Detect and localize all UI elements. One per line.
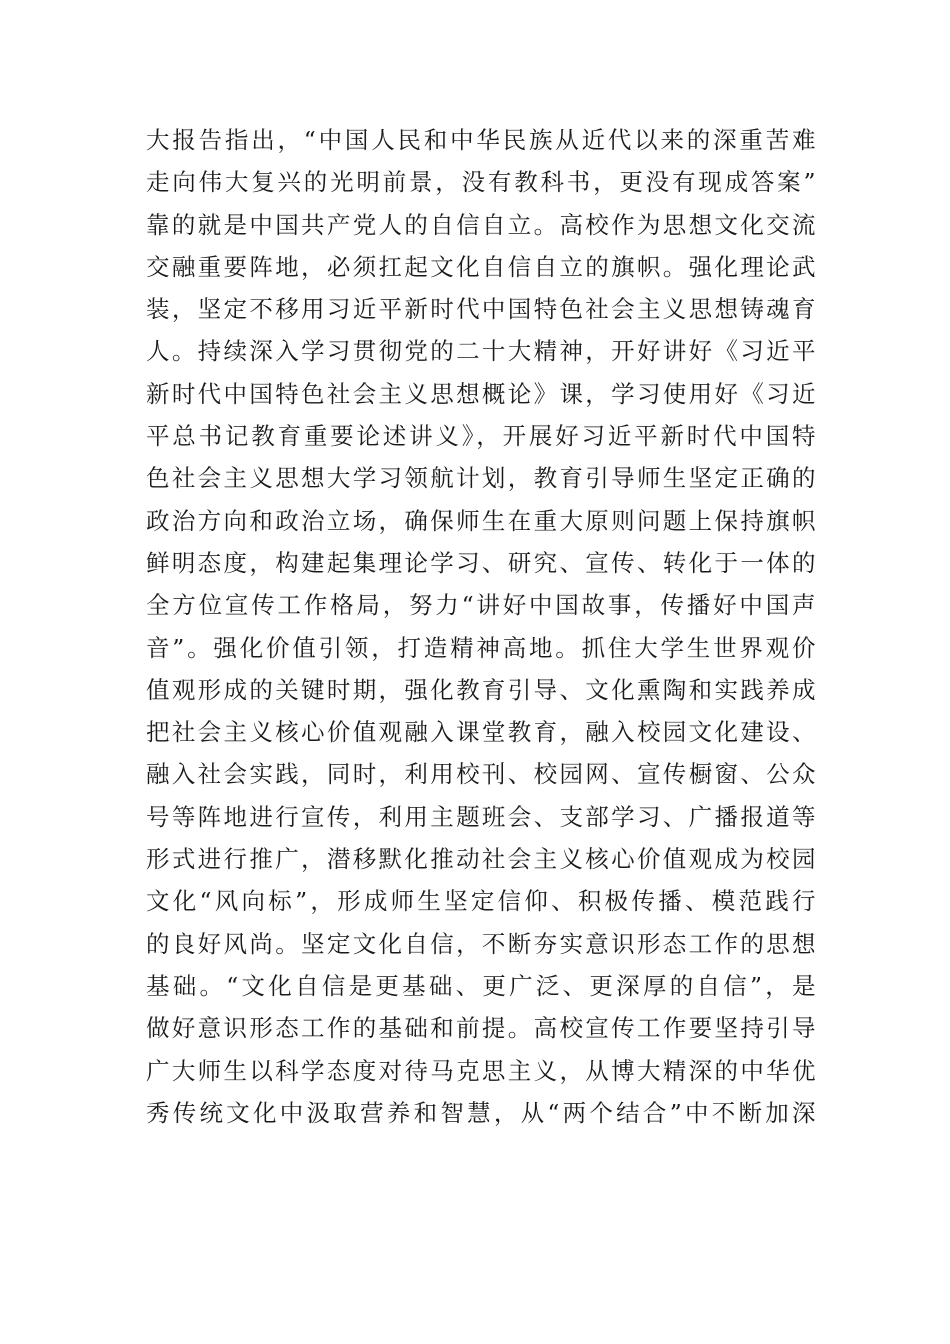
text-line-3: 靠的就是中国共产党人的自信自立。高校作为思想文化交流 — [146, 210, 816, 239]
text-line-11: 鲜明态度，构建起集理论学习、研究、宣传、转化于一体的 — [146, 548, 816, 577]
text-line-16: 融入社会实践，同时，利用校刊、校园网、宣传橱窗、公众 — [146, 760, 816, 789]
text-line-12: 全方位宣传工作格局，努力“讲好中国故事，传播好中国声 — [146, 591, 816, 620]
text-line-6: 人。持续深入学习贯彻党的二十大精神，开好讲好《习近平 — [146, 337, 816, 366]
text-line-24: 秀传统文化中汲取营养和智慧，从“两个结合”中不断加深 — [146, 1098, 816, 1127]
text-line-22: 做好意识形态工作的基础和前提。高校宣传工作要坚持引导 — [146, 1014, 816, 1043]
text-line-15: 把社会主义核心价值观融入课堂教育，融入校园文化建设、 — [146, 718, 816, 747]
text-line-8: 平总书记教育重要论述讲义》，开展好习近平新时代中国特 — [146, 422, 816, 451]
text-line-18: 形式进行推广，潜移默化推动社会主义核心价值观成为校园 — [146, 845, 816, 874]
text-line-17: 号等阵地进行宣传，利用主题班会、支部学习、广播报道等 — [146, 802, 816, 831]
body-paragraph — [146, 119, 816, 1134]
text-line-14: 值观形成的关键时期，强化教育引导、文化熏陶和实践养成 — [146, 675, 816, 704]
text-line-10: 政治方向和政治立场，确保师生在重大原则问题上保持旗帜 — [146, 506, 816, 535]
text-line-9: 色社会主义思想大学习领航计划，教育引导师生坚定正确的 — [146, 464, 816, 493]
text-line-13: 音”。强化价值引领，打造精神高地。抓住大学生世界观价 — [146, 633, 816, 662]
text-line-5: 装，坚定不移用习近平新时代中国特色社会主义思想铸魂育 — [146, 295, 816, 324]
text-line-2: 走向伟大复兴的光明前景，没有教科书，更没有现成答案” — [146, 168, 816, 197]
text-line-19: 文化“风向标”，形成师生坚定信仰、积极传播、模范践行 — [146, 887, 816, 916]
text-line-4: 交融重要阵地，必须扛起文化自信自立的旗帜。强化理论武 — [146, 252, 816, 281]
text-line-23: 广大师生以科学态度对待马克思主义，从博大精深的中华优 — [146, 1056, 816, 1085]
text-line-7: 新时代中国特色社会主义思想概论》课，学习使用好《习近 — [146, 379, 816, 408]
text-line-1: 大报告指出，“中国人民和中华民族从近代以来的深重苦难 — [146, 126, 816, 154]
text-line-21: 基础。“文化自信是更基础、更广泛、更深厚的自信”，是 — [146, 971, 816, 1000]
text-line-20: 的良好风尚。坚定文化自信，不断夯实意识形态工作的思想 — [146, 929, 816, 958]
